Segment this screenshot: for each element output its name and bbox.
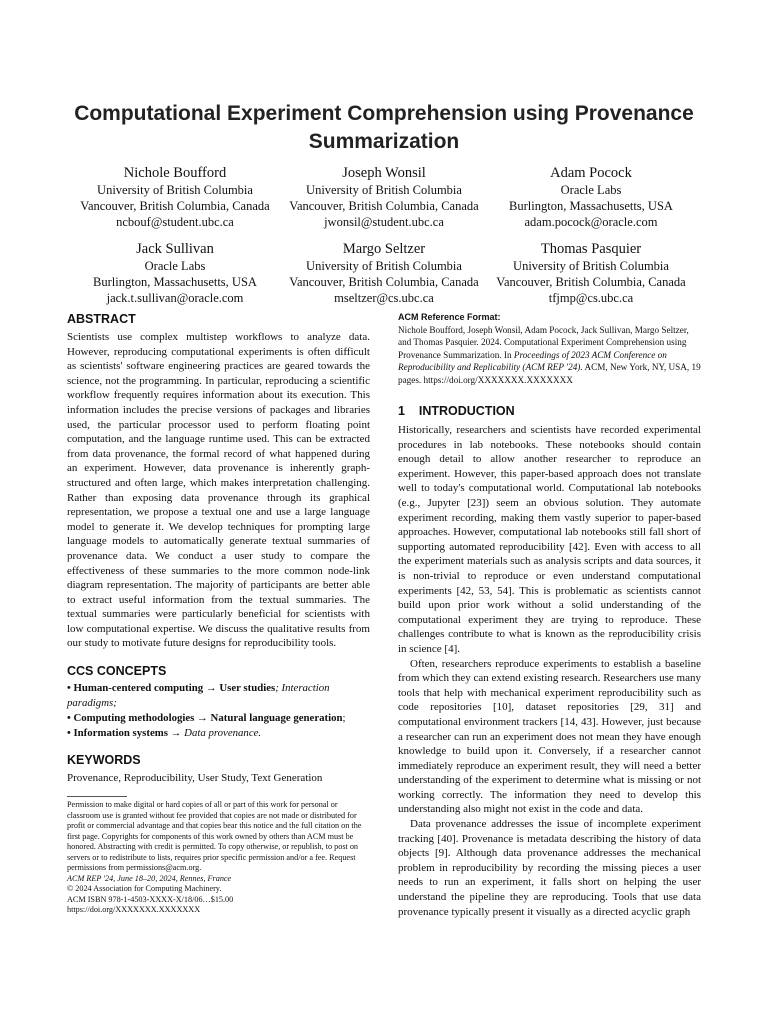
copyright-line: © 2024 Association for Computing Machinery. — [67, 884, 222, 893]
author-email: adam.pocock@oracle.com — [524, 215, 658, 229]
author-name: Thomas Pasquier — [540, 241, 642, 257]
intro-paragraph: Often, researchers reproduce experiments to establish a baseline from which they can extend existing research. Researchers use many tools that help with mechanical experiment reproducibility such as code repositories [10], dataset repositories [29, 31] and computational environment trackers [14, 43]. However, just because a researcher can run an experiment does not mean they have enough knowledge to build upon it. Conversely, if a researcher cannot immediately reproduce an experiment result, they will need a better understanding of the experiment to determine what is missing or not working correctly. The information they need to develop this understanding also might not exist in the code and data. — [398, 657, 701, 816]
abstract-text: Scientists use complex multistep workflows to analyze data. However, reproducing computational experiments is often difficult as scientists' software engineering practices are geared towards the science, not the programming. In particular, reproducing a scientific workflow frequently requires information about its execution. This information includes the precise versions of packages and libraries used, the particular processor used to perform floating point computation, and the language runtime used. This can be extracted from data provenance, the formal record of what happened during an experiment. However, data provenance is inherently graph-structured and often large, which makes interpretation challenging. Rather than exposing data provenance through its graphical representation, we propose a textual one and use a large language model to generate it. We develop techniques for prompting large language models to automatically generate textual summaries of provenance data. We conduct a user study to compare the effectiveness of these summaries to the more common node-link diagram representation. The majority of participants are better able to extract useful information from the textual summaries. The textual summaries were particularly beneficial for scientists with low computational expertise. We discuss the qualitative results from our study to motivate future designs for reproducibility tools. — [67, 331, 370, 650]
author-block — [486, 240, 696, 306]
author-location: Burlington, Massachusetts, USA — [509, 199, 673, 213]
author-block — [486, 164, 696, 230]
author-name: Joseph Wonsil — [342, 165, 426, 181]
author-affiliation: University of British Columbia — [513, 259, 669, 273]
author-location: Burlington, Massachusetts, USA — [93, 275, 257, 289]
paper-title: Computational Experiment Comprehension using Provenance Summarization — [74, 102, 694, 153]
reference-format-text — [398, 324, 701, 386]
reference-text-italic: Proceedings of 2023 ACM Conference on Reproducibility and Replicability (ACM REP '24). — [398, 349, 667, 373]
author-affiliation: University of British Columbia — [97, 183, 253, 197]
ccs-item — [67, 711, 370, 726]
author-location: Vancouver, British Columbia, Canada — [289, 199, 479, 213]
reference-text-end: ACM, New York, NY, USA, 19 pages. https://doi.org/XXXXXXX.XXXXXXX — [398, 362, 701, 385]
ccs-item-main: • Computing methodologies → Natural language generation — [67, 712, 343, 725]
ccs-item-rest: ; Interaction paradigms; — [67, 682, 330, 710]
reference-format-heading: ACM Reference Format: — [398, 312, 501, 322]
doi-link[interactable]: https://doi.org/XXXXXXX.XXXXXXX — [67, 905, 201, 914]
author-name: Jack Sullivan — [136, 241, 214, 257]
abstract-heading: ABSTRACT — [67, 312, 136, 326]
ccs-item — [67, 681, 370, 711]
author-email: mseltzer@cs.ubc.ca — [334, 291, 434, 305]
author-email: tfjmp@cs.ubc.ca — [548, 291, 634, 305]
author-affiliation: Oracle Labs — [560, 183, 622, 197]
ccs-item-rest: ; — [342, 712, 346, 725]
author-affiliation: University of British Columbia — [306, 183, 462, 197]
author-email: jack.t.sullivan@oracle.com — [106, 291, 244, 305]
permission-block — [67, 796, 370, 916]
author-affiliation: Oracle Labs — [144, 259, 206, 273]
ccs-item — [67, 726, 370, 741]
author-location: Vancouver, British Columbia, Canada — [289, 275, 479, 289]
author-location: Vancouver, British Columbia, Canada — [80, 199, 270, 213]
footnote-rule — [67, 796, 127, 797]
keywords-text: Provenance, Reproducibility, User Study, Text Generation — [67, 772, 323, 785]
author-name: Adam Pocock — [550, 165, 632, 181]
keywords-heading: KEYWORDS — [67, 753, 141, 768]
permission-text: Permission to make digital or hard copies of all or part of this work for personal or classroom use is granted without fee provided that copies are not made or distributed for profit or commercial advantage and that copies bear this notice and the full citation on the first page. Copyrights for components of this work owned by others than ACM must be honored. Abstracting with credit is permitted. To copy otherwise, or republish, to post on servers or to redistribute to lists, requires prior specific permission and/or a fee. Request permissions from permissions@acm.org. — [67, 800, 362, 872]
ccs-item-main: • Human-centered computing → User studies — [67, 682, 276, 695]
author-block — [279, 240, 489, 306]
reference-text-start: Nichole Boufford, Joseph Wonsil, Adam Pocock, Jack Sullivan, Margo Seltzer, and Thomas Pasquier. 2024. Computational Experiment Comprehension using Provenance Summarization. In — [398, 325, 689, 360]
right-column — [398, 312, 701, 919]
author-affiliation: University of British Columbia — [306, 259, 462, 273]
venue-line: ACM REP '24, June 18–20, 2024, Rennes, France — [67, 873, 232, 883]
author-block — [70, 240, 280, 306]
isbn-line: ACM ISBN 978-1-4503-XXXX-X/18/06…$15.00 — [67, 894, 234, 904]
ccs-item-main: • Information systems — [67, 727, 168, 740]
author-email: jwonsil@student.ubc.ca — [324, 215, 444, 229]
intro-paragraph: Data provenance addresses the issue of incomplete experiment tracking [40]. Provenance is metadata describing the history of data objects [9]. Although data provenance addresses the mechanical problem in reproducibility by recording the missing pieces a user needs to run an experiment, it falls short on helping the user understand the pipeline they are reproducing. Tools that use data provenance typically present it visually as a directed acyclic graph — [398, 818, 701, 918]
author-name: Nichole Boufford — [123, 165, 227, 181]
author-location: Vancouver, British Columbia, Canada — [496, 275, 686, 289]
author-name: Margo Seltzer — [342, 241, 426, 257]
ccs-heading: CCS CONCEPTS — [67, 664, 167, 679]
left-column — [67, 312, 370, 914]
ccs-list — [67, 681, 370, 741]
author-block — [70, 164, 280, 230]
author-block — [279, 164, 489, 230]
intro-paragraph: Historically, researchers and scientists have recorded experimental procedures in lab notebooks. These notebooks should contain enough detail to allow another researcher to reproduce an experiment. However, this paper-based approach does not translate well to today's computational world. Computational lab notebooks (e.g., Jupyter [23]) seem an obvious solution. They automate experiment recording, making them vastly superior to paper-based approaches. However, computational lab notebooks still fall short of supporting automated reproducibility [42]. Even with access to all the experiment materials such as analysis scripts and data sources, it is non-trivial to reproduce or even understand computational experiments [42, 53, 54]. This is problematic as scientists cannot build upon prior work without a solid understanding of the computational experiment they are trying to reproduce. These challenges contribute to what is known as the reproducibility crisis in science [4]. — [398, 424, 701, 655]
author-email: ncbouf@student.ubc.ca — [116, 215, 234, 229]
intro-heading: 1 INTRODUCTION — [398, 404, 515, 419]
ccs-item-rest: → Data provenance. — [167, 727, 262, 740]
